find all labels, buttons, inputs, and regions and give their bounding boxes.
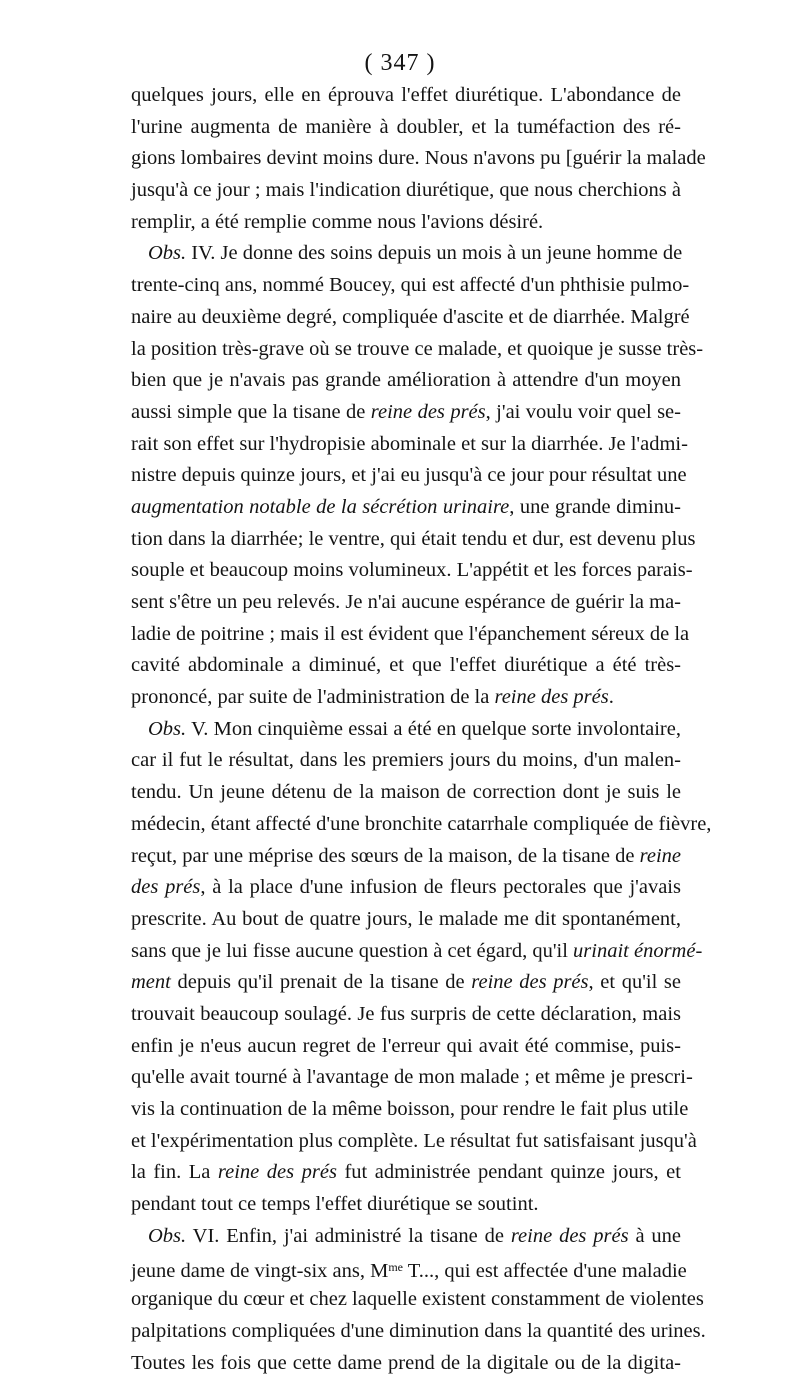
text-line: rait son effet sur l'hydropisie abominale et sur la diarrhée. Je l'admi- xyxy=(131,429,681,461)
text-line: remplir, a été remplie comme nous l'avions désiré. xyxy=(131,207,681,239)
text-line: cavité abdominale a diminué, et que l'effet diurétique a été très- xyxy=(131,650,681,682)
text-line: sans que je lui fisse aucune question à cet égard, qu'il urinait énormé- xyxy=(131,936,681,968)
text-line: enfin je n'eus aucun regret de l'erreur qui avait été commise, puis- xyxy=(131,1031,681,1063)
text-line: trouvait beaucoup soulagé. Je fus surpris de cette déclaration, mais xyxy=(131,999,681,1031)
text-line: quelques jours, elle en éprouva l'effet diurétique. L'abondance de xyxy=(131,80,681,112)
text-line: palpitations compliquées d'une diminution dans la quantité des urines. xyxy=(131,1316,681,1348)
text-line: car il fut le résultat, dans les premiers jours du moins, d'un malen- xyxy=(131,745,681,777)
text-line: prescrite. Au bout de quatre jours, le malade me dit spontanément, xyxy=(131,904,681,936)
text-line: ladie de poitrine ; mais il est évident que l'épanchement séreux de la xyxy=(131,619,681,651)
text-line: Obs. V. Mon cinquième essai a été en quelque sorte involontaire, xyxy=(131,714,681,746)
text-line: des prés, à la place d'une infusion de fleurs pectorales que j'avais xyxy=(131,872,681,904)
text-line: et l'expérimentation plus complète. Le résultat fut satisfaisant jusqu'à xyxy=(131,1126,681,1158)
text-line: organique du cœur et chez laquelle existent constamment de violentes xyxy=(131,1284,681,1316)
body-text xyxy=(131,80,681,1379)
text-line: jusqu'à ce jour ; mais l'indication diurétique, que nous cherchions à xyxy=(131,175,681,207)
text-line: trente-cinq ans, nommé Boucey, qui est affecté d'un phthisie pulmo- xyxy=(131,270,681,302)
text-line: naire au deuxième degré, compliquée d'ascite et de diarrhée. Malgré xyxy=(131,302,681,334)
text-line: la position très-grave où se trouve ce malade, et quoique je susse très- xyxy=(131,334,681,366)
text-line: l'urine augmenta de manière à doubler, et la tuméfaction des ré- xyxy=(131,112,681,144)
text-line: Obs. IV. Je donne des soins depuis un mois à un jeune homme de xyxy=(131,238,681,270)
page-number: ( 347 ) xyxy=(0,50,800,77)
text-line: qu'elle avait tourné à l'avantage de mon malade ; et même je prescri- xyxy=(131,1062,681,1094)
text-line: Toutes les fois que cette dame prend de la digitale ou de la digita- xyxy=(131,1348,681,1379)
text-line: ment depuis qu'il prenait de la tisane de reine des prés, et qu'il se xyxy=(131,967,681,999)
text-line: reçut, par une méprise des sœurs de la maison, de la tisane de reine xyxy=(131,841,681,873)
text-line: la fin. La reine des prés fut administrée pendant quinze jours, et xyxy=(131,1157,681,1189)
text-line: bien que je n'avais pas grande amélioration à attendre d'un moyen xyxy=(131,365,681,397)
text-line: Obs. VI. Enfin, j'ai administré la tisane de reine des prés à une xyxy=(131,1221,681,1253)
text-line: sent s'être un peu relevés. Je n'ai aucune espérance de guérir la ma- xyxy=(131,587,681,619)
text-line: aussi simple que la tisane de reine des prés, j'ai voulu voir quel se- xyxy=(131,397,681,429)
text-line: prononcé, par suite de l'administration de la reine des prés. xyxy=(131,682,681,714)
text-line: nistre depuis quinze jours, et j'ai eu jusqu'à ce jour pour résultat une xyxy=(131,460,681,492)
text-line: augmentation notable de la sécrétion urinaire, une grande diminu- xyxy=(131,492,681,524)
text-line: jeune dame de vingt-six ans, $M^{me}$ T..., qui est affectée d'une maladie xyxy=(131,1252,681,1284)
text-line: gions lombaires devint moins dure. Nous n'avons pu [guérir la malade xyxy=(131,143,681,175)
text-line: tion dans la diarrhée; le ventre, qui était tendu et dur, est devenu plus xyxy=(131,524,681,556)
text-line: pendant tout ce temps l'effet diurétique se soutint. xyxy=(131,1189,681,1221)
text-line: vis la continuation de la même boisson, pour rendre le fait plus utile xyxy=(131,1094,681,1126)
text-line: tendu. Un jeune détenu de la maison de correction dont je suis le xyxy=(131,777,681,809)
text-line: souple et beaucoup moins volumineux. L'appétit et les forces parais- xyxy=(131,555,681,587)
text-line: médecin, étant affecté d'une bronchite catarrhale compliquée de fièvre, xyxy=(131,809,681,841)
